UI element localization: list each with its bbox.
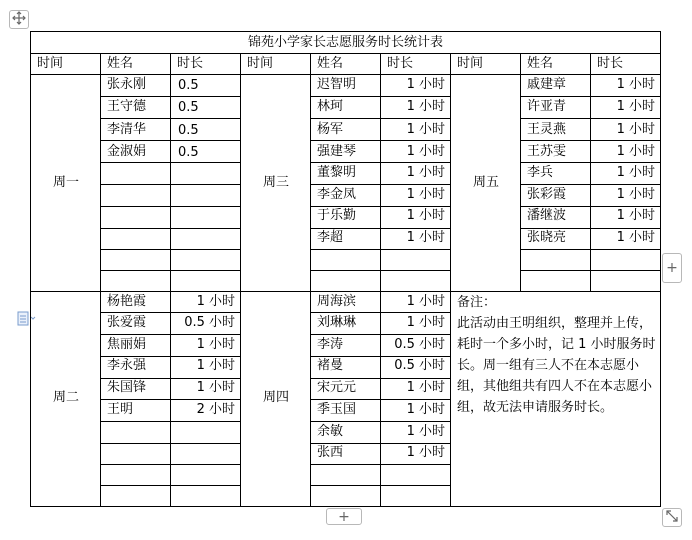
table-cell-hours: 1 小时 (406, 445, 445, 460)
table-cell-hours: 0.5 (178, 100, 199, 115)
table-cell-name: 张爱霞 (107, 315, 147, 330)
table-cell-name: 王灵燕 (527, 122, 567, 137)
table-cell-hours: 1 小时 (406, 315, 445, 330)
table-cell-name: 李涛 (317, 337, 344, 352)
table-cell-name: 董黎明 (317, 165, 357, 180)
table-cell-name: 季玉国 (317, 402, 357, 417)
table-cell-hours: 1 小时 (406, 77, 445, 92)
table-cell-name: 李永强 (107, 358, 147, 373)
table-cell-name: 刘琳琳 (317, 315, 357, 330)
table-cell-name: 褚曼 (317, 358, 344, 373)
note-body: 此活动由王明组织，整理并上传，耗时一个多小时，记 1 小时服务时长。周一组有三人不在本志愿小组，其他组共有四人不在本志愿小组，故无法申请服务时长。 (457, 316, 656, 415)
add-column-button[interactable]: + (662, 253, 682, 283)
table-cell-name: 张彩霞 (527, 187, 567, 202)
table-cell-hours: 0.5 (178, 78, 199, 93)
table-cell-hours: 1 小时 (616, 187, 655, 202)
header-time-1: 时间 (37, 56, 64, 71)
table-cell-hours: 1 小时 (616, 122, 655, 137)
table-cell-name: 李超 (317, 230, 344, 245)
table-cell-hours: 1 小时 (406, 208, 445, 223)
table-cell-hours: 1 小时 (616, 165, 655, 180)
table-cell-name: 王明 (107, 402, 134, 417)
table-cell-hours: 1 小时 (196, 380, 235, 395)
header-hours-3: 时长 (597, 56, 624, 71)
table-cell-name: 潘继波 (527, 208, 567, 223)
table-cell-hours: 0.5 (178, 123, 199, 138)
header-name-1: 姓名 (107, 56, 134, 71)
table-cell-name: 于乐勤 (317, 208, 357, 223)
table-cell-hours: 1 小时 (406, 144, 445, 159)
table-cell-hours: 0.5 小时 (394, 358, 445, 373)
table-cell-hours: 1 小时 (406, 294, 445, 309)
table-cell-hours: 0.5 小时 (184, 315, 235, 330)
note-title: 备注： (457, 295, 497, 310)
table-cell-name: 张晓亮 (527, 230, 567, 245)
table-cell-name: 王苏雯 (527, 144, 567, 159)
table-cell-name: 金淑娟 (107, 144, 147, 159)
table-cell-name: 焦丽娟 (107, 337, 147, 352)
table-cell-name: 戚建章 (527, 77, 567, 92)
table-cell-hours: 1 小时 (406, 99, 445, 114)
add-row-button[interactable]: + (326, 508, 362, 525)
day-label-tue: 周二 (52, 390, 79, 405)
table-cell-hours: 0.5 (178, 145, 199, 160)
table-cell-name: 杨军 (317, 122, 344, 137)
table-cell-name: 迟智明 (317, 77, 357, 92)
table-cell-name: 李金凤 (317, 187, 357, 202)
table-cell-name: 强建琴 (317, 144, 357, 159)
table-cell-hours: 1 小时 (616, 77, 655, 92)
table-cell-hours: 1 小时 (196, 358, 235, 373)
table-cell-name: 王守德 (107, 99, 147, 114)
table-cell-hours: 1 小时 (406, 122, 445, 137)
table-cell-hours: 1 小时 (616, 99, 655, 114)
header-hours-1: 时长 (177, 56, 204, 71)
header-time-2: 时间 (247, 56, 274, 71)
table-cell-name: 张西 (317, 445, 344, 460)
table-cell-hours: 0.5 小时 (394, 337, 445, 352)
day-label-fri: 周五 (472, 175, 499, 190)
day-label-thu: 周四 (262, 390, 289, 405)
header-name-2: 姓名 (317, 56, 344, 71)
table-cell-hours: 1 小时 (616, 144, 655, 159)
table-cell-hours: 1 小时 (406, 165, 445, 180)
table-title: 锦苑小学家长志愿服务时长统计表 (247, 35, 443, 50)
table-cell-name: 李清华 (107, 122, 147, 137)
table-cell-hours: 1 小时 (406, 402, 445, 417)
table-cell-name: 张永刚 (107, 77, 147, 92)
table-cell-hours: 1 小时 (406, 424, 445, 439)
header-hours-2: 时长 (387, 56, 414, 71)
table-cell-name: 周海滨 (317, 294, 357, 309)
table-cell-hours: 1 小时 (616, 208, 655, 223)
table-cell-hours: 1 小时 (406, 187, 445, 202)
header-time-3: 时间 (457, 56, 484, 71)
header-name-3: 姓名 (527, 56, 554, 71)
table-cell-name: 余敏 (317, 424, 344, 439)
note-box (457, 292, 657, 418)
table-cell-hours: 1 小时 (616, 230, 655, 245)
day-label-wed: 周三 (262, 175, 289, 190)
table-cell-hours: 2 小时 (196, 402, 235, 417)
table-cell-hours: 1 小时 (406, 230, 445, 245)
table-cell-name: 许亚青 (527, 99, 567, 114)
day-label-mon: 周一 (52, 175, 79, 190)
table-cell-name: 林珂 (317, 99, 344, 114)
table-cell-hours: 1 小时 (196, 337, 235, 352)
table-cell-name: 朱国锋 (107, 380, 147, 395)
table-cell-hours: 1 小时 (196, 294, 235, 309)
table-cell-name: 宋元元 (317, 380, 357, 395)
table-cell-name: 李兵 (527, 165, 554, 180)
table-cell-name: 杨艳霞 (107, 294, 147, 309)
table-cell-hours: 1 小时 (406, 380, 445, 395)
